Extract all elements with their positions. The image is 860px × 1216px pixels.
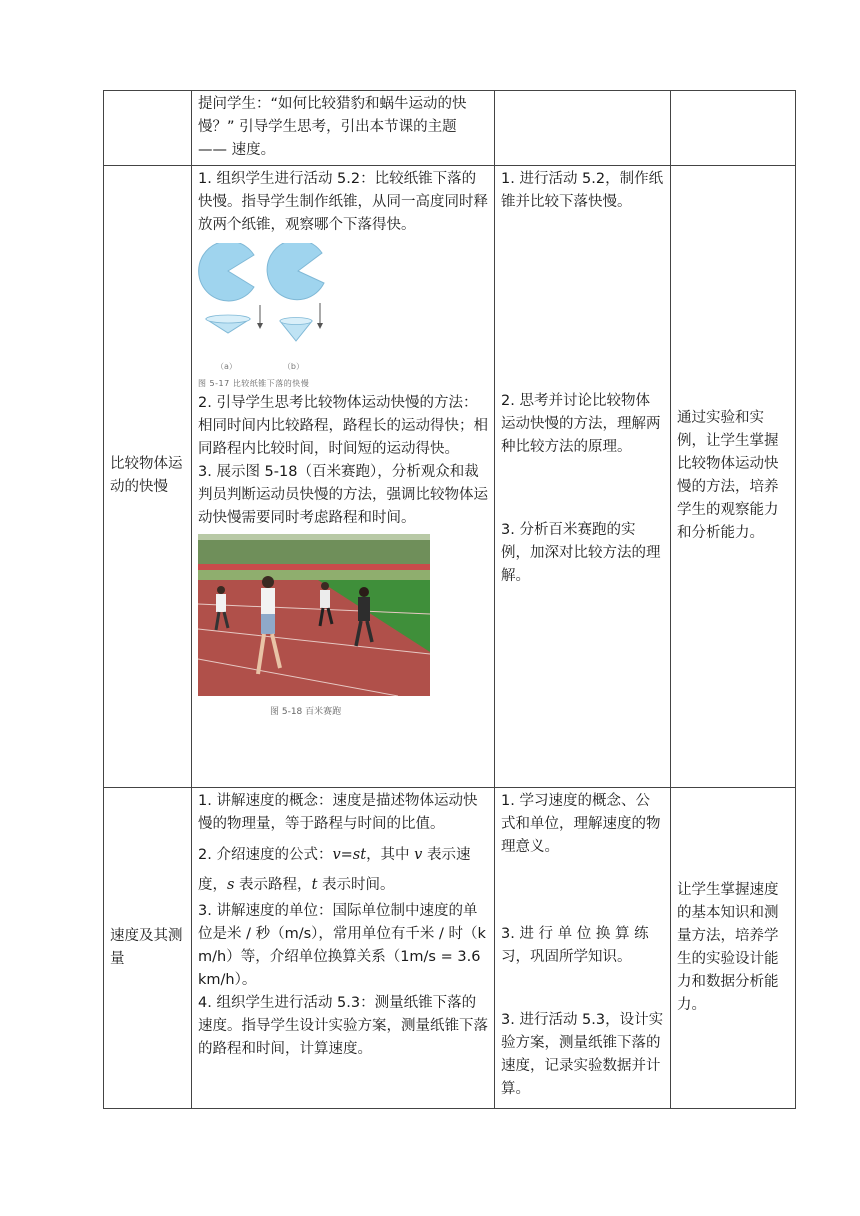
purpose-cell [671, 91, 796, 166]
teacher-step-4: 4. 组织学生进行活动 5.3：测量纸锥下落的速度。指导学生设计实验方案，测量纸锥下落的路程和时间，计算速度。 [198, 995, 488, 1057]
purpose-text: 让学生掌握速度的基本知识和测量方法，培养学生的实验设计能力和数据分析能力。 [677, 881, 779, 1013]
sprint-photo [198, 534, 430, 696]
teacher-step-1: 1. 讲解速度的概念：速度是描述物体运动快慢的物理量，等于路程与时间的比值。 [198, 793, 478, 832]
student-step-1: 1. 学习速度的概念、公式和单位，理解速度的物理意义。 [501, 793, 661, 855]
teacher-activity-cell [192, 166, 495, 788]
paper-cone-diagram [198, 243, 338, 355]
teacher-text: 提问学生：“如何比较猎豹和蜗牛运动的快慢？” 引导学生思考，引出本节课的主题 —— 速度。 [198, 96, 467, 158]
teacher-step-2: 2. 引导学生思考比较物体运动快慢的方法：相同时间内比较路程，路程长的运动得快；相同路程内比较时间，时间短的运动得快。 [198, 395, 488, 457]
sprint-photo-image [198, 534, 430, 696]
figure-caption: 图 5-17 比较纸锥下落的快慢 [198, 379, 310, 388]
topic-text: 比较物体运动的快慢 [110, 456, 183, 495]
student-step-3: 3. 进行活动 5.3，设计实验方案，测量纸锥下落的速度，记录实验数据并计算。 [501, 1012, 664, 1097]
topic-text: 速度及其测量 [110, 927, 183, 967]
topic-cell [104, 788, 192, 1109]
student-step-1: 1. 进行活动 5.2，制作纸锥并比较下落快慢。 [501, 171, 664, 210]
speed-formula: v=st [332, 847, 367, 863]
student-activity-cell [495, 788, 671, 1109]
student-step-3: 3. 分析百米赛跑的实例，加深对比较方法的理解。 [501, 522, 661, 584]
table-row [104, 91, 796, 166]
teacher-step-1: 1. 组织学生进行活动 5.2：比较纸锥下落的快慢。指导学生制作纸锥，从同一高度同时释放两个纸锥，观察哪个下落得快。 [198, 171, 488, 233]
purpose-cell [671, 166, 796, 788]
purpose-text: 通过实验和实例，让学生掌握比较物体运动快慢的方法，培养学生的观察能力和分析能力。 [677, 410, 779, 541]
paper-cone-figure [198, 243, 488, 390]
figure-label-b: （b） [282, 362, 304, 371]
figure-caption: 图 5-18 百米赛跑 [270, 707, 342, 717]
student-activity-cell [495, 91, 671, 166]
table-row [104, 788, 796, 1109]
cone-disc-a [199, 243, 254, 301]
lesson-plan-table [103, 90, 796, 1109]
student-activity-cell [495, 166, 671, 788]
student-step-2: 3. 进 行 单 位 换 算 练 习，巩固所学知识。 [501, 926, 649, 965]
purpose-cell [671, 788, 796, 1109]
cone-disc-b [267, 243, 324, 300]
topic-cell [104, 91, 192, 166]
topic-cell [104, 166, 192, 788]
figure-label-a: （a） [216, 362, 237, 371]
table-row [104, 166, 796, 788]
teacher-activity-cell [192, 91, 495, 166]
teacher-activity-cell [192, 788, 495, 1109]
student-step-2: 2. 思考并讨论比较物体运动快慢的方法，理解两种比较方法的原理。 [501, 393, 661, 455]
teacher-step-3: 3. 展示图 5-18（百米赛跑），分析观众和裁判员判断运动员快慢的方法，强调比较物体运动快慢需要同时考虑路程和时间。 [198, 464, 488, 526]
teacher-step-3: 3. 讲解速度的单位：国际单位制中速度的单位是米 / 秒（m/s），常用单位有千米 / 时（km/h）等，介绍单位换算关系（1m/s = 3.6km/h）。 [198, 903, 486, 988]
teacher-step-2: 2. 介绍速度的公式：v=st，其中 v 表示速度，s 表示路程，t 表示时间。 [198, 847, 471, 893]
